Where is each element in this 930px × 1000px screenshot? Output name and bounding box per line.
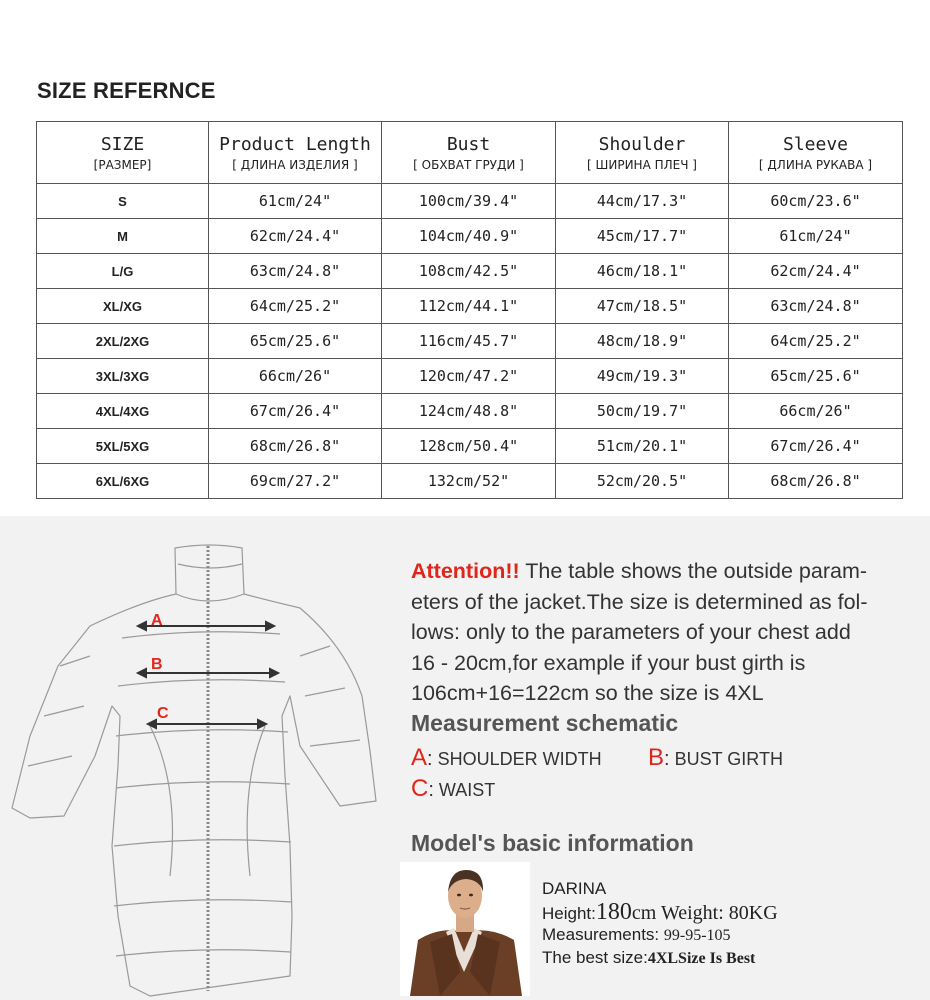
- legend-b-text: BUST GIRTH: [674, 749, 783, 769]
- height-label: Height:: [542, 904, 596, 923]
- table-body: [37, 184, 903, 499]
- model-measurements: [542, 925, 731, 945]
- page-title: SIZE REFERNCE: [37, 78, 216, 103]
- table-row: [37, 394, 903, 429]
- table-row: [37, 254, 903, 289]
- size-cell: XL/XG: [37, 289, 209, 324]
- column-header: [382, 122, 556, 184]
- table-row: [37, 324, 903, 359]
- table-header-row: [37, 122, 903, 184]
- column-header: [209, 122, 382, 184]
- size-cell: 2XL/2XG: [37, 324, 209, 359]
- legend-c-colon: :: [428, 779, 434, 801]
- legend-c-text: WAIST: [438, 780, 496, 800]
- table-cell: 48cm/18.9": [556, 324, 729, 359]
- column-header-subtitle: [ ШИРИНА ПЛЕЧ ]: [587, 157, 697, 172]
- size-cell: 5XL/5XG: [37, 429, 209, 464]
- column-header-title: Sleeve: [782, 133, 849, 155]
- sketch-label-c: C: [157, 705, 169, 722]
- column-header-subtitle: [ ДЛИНА ИЗДЕЛИЯ ]: [232, 157, 358, 172]
- legend-b-letter: B: [648, 744, 665, 771]
- attention-line-4: 16 - 20cm,for example if your bust girth is: [411, 650, 806, 675]
- size-cell: 6XL/6XG: [37, 464, 209, 499]
- model-best-size: [542, 948, 755, 968]
- column-header-title: Bust: [446, 133, 491, 155]
- table-cell: 69cm/27.2": [209, 464, 382, 499]
- height-unit-weight: cm Weight: 80KG: [631, 902, 778, 924]
- model-heading: Model's basic information: [411, 830, 694, 856]
- table-row: [37, 464, 903, 499]
- table-cell: 52cm/20.5": [556, 464, 729, 499]
- sketch-label-a: A: [151, 612, 163, 629]
- table-cell: 63cm/24.8": [729, 289, 903, 324]
- table-cell: 132cm/52": [382, 464, 556, 499]
- column-header: [37, 122, 209, 184]
- attention-line-1: The table shows the outside param-: [519, 559, 868, 583]
- size-cell: S: [37, 184, 209, 219]
- table-cell: 45cm/17.7": [556, 219, 729, 254]
- table-cell: 112cm/44.1": [382, 289, 556, 324]
- table-cell: 65cm/25.6": [209, 324, 382, 359]
- table-cell: 61cm/24": [729, 219, 903, 254]
- best-size-label: The best size:: [542, 948, 648, 967]
- measurements-label: Measurements:: [542, 925, 664, 944]
- table-cell: 44cm/17.3": [556, 184, 729, 219]
- column-header-title: Shoulder: [598, 133, 686, 155]
- size-table: [36, 121, 903, 499]
- table-cell: 68cm/26.8": [729, 464, 903, 499]
- table-cell: 62cm/24.4": [729, 254, 903, 289]
- table-cell: 67cm/26.4": [209, 394, 382, 429]
- table-cell: 65cm/25.6": [729, 359, 903, 394]
- jacket-sketch-icon: [0, 516, 400, 1000]
- measurements-value: 99-95-105: [663, 927, 731, 944]
- table-cell: 124cm/48.8": [382, 394, 556, 429]
- attention-text: [411, 556, 923, 709]
- table-row: [37, 184, 903, 219]
- legend-c-letter: C: [411, 775, 429, 802]
- table-cell: 108cm/42.5": [382, 254, 556, 289]
- sketch-label-b: B: [151, 656, 163, 673]
- table-row: [37, 429, 903, 464]
- table-cell: 116cm/45.7": [382, 324, 556, 359]
- model-photo-icon: [400, 862, 530, 996]
- table-cell: 50cm/19.7": [556, 394, 729, 429]
- legend-a-letter: A: [411, 744, 428, 771]
- attention-size: 4XL: [725, 681, 764, 705]
- legend-a-colon: :: [427, 748, 433, 770]
- table-cell: 63cm/24.8": [209, 254, 382, 289]
- table-cell: 120cm/47.2": [382, 359, 556, 394]
- legend-a-text: SHOULDER WIDTH: [437, 749, 602, 769]
- column-header-subtitle: [ ОБХВАТ ГРУДИ ]: [413, 157, 524, 172]
- model-photo: [400, 862, 530, 996]
- size-cell: L/G: [37, 254, 209, 289]
- table-cell: 68cm/26.8": [209, 429, 382, 464]
- best-size-value: 4XLSize Is Best: [647, 950, 756, 967]
- column-header-subtitle: [ ДЛИНА РУКАВА ]: [758, 157, 873, 172]
- table-cell: 51cm/20.1": [556, 429, 729, 464]
- table-cell: 104cm/40.9": [382, 219, 556, 254]
- model-height: [542, 899, 778, 926]
- attention-label: Attention!!: [411, 559, 520, 583]
- height-value: 180: [595, 899, 632, 925]
- attention-line-2: eters of the jacket.The size is determined as fol-: [411, 589, 868, 614]
- table-cell: 47cm/18.5": [556, 289, 729, 324]
- table-cell: 66cm/26": [729, 394, 903, 429]
- table-cell: 67cm/26.4": [729, 429, 903, 464]
- table-cell: 128cm/50.4": [382, 429, 556, 464]
- table-cell: 100cm/39.4": [382, 184, 556, 219]
- table-cell: 61cm/24": [209, 184, 382, 219]
- model-name: DARINA: [542, 879, 607, 898]
- table-cell: 60cm/23.6": [729, 184, 903, 219]
- legend-b: [648, 744, 783, 772]
- size-cell: 3XL/3XG: [37, 359, 209, 394]
- table-row: [37, 219, 903, 254]
- table-cell: 62cm/24.4": [209, 219, 382, 254]
- table-cell: 64cm/25.2": [729, 324, 903, 359]
- attention-line-3: lows: only to the parameters of your chest add: [411, 620, 851, 644]
- legend-a: [411, 744, 602, 772]
- attention-line-5: 106cm+16=122cm so the size is: [411, 681, 726, 705]
- table-row: [37, 289, 903, 324]
- legend-c: [411, 775, 495, 803]
- table-cell: 64cm/25.2": [209, 289, 382, 324]
- table-row: [37, 359, 903, 394]
- column-header-title: Product Length: [219, 133, 371, 155]
- schematic-heading: Measurement schematic: [411, 710, 679, 736]
- column-header-subtitle: [РАЗМЕР]: [93, 157, 152, 172]
- table-cell: 46cm/18.1": [556, 254, 729, 289]
- column-header: [556, 122, 729, 184]
- legend-b-colon: :: [664, 748, 670, 770]
- table-cell: 66cm/26": [209, 359, 382, 394]
- column-header-title: SIZE: [100, 133, 145, 155]
- column-header: [729, 122, 903, 184]
- table-cell: 49cm/19.3": [556, 359, 729, 394]
- size-cell: 4XL/4XG: [37, 394, 209, 429]
- size-cell: M: [37, 219, 209, 254]
